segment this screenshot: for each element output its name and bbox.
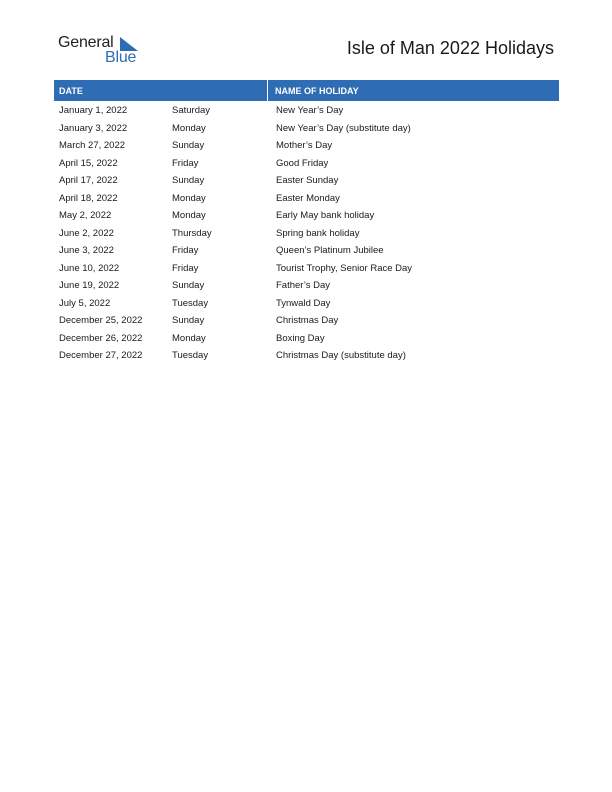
row-holiday-name: Father’s Day [276, 280, 331, 292]
row-date: December 27, 2022 [59, 350, 143, 362]
row-day: Sunday [172, 315, 205, 327]
table-row [54, 190, 559, 208]
row-holiday-name: New Year’s Day (substitute day) [276, 122, 411, 134]
row-holiday-name: Mother’s Day [276, 140, 333, 152]
row-day: Monday [172, 332, 206, 344]
row-date: April 15, 2022 [59, 157, 118, 169]
row-date: June 3, 2022 [59, 245, 114, 257]
logo-general-text: General [58, 34, 114, 51]
row-day: Thursday [172, 227, 212, 239]
row-holiday-name: Boxing Day [276, 332, 325, 344]
table-row [54, 277, 559, 295]
row-date: June 2, 2022 [59, 227, 114, 239]
row-day: Monday [172, 122, 206, 134]
row-holiday-name: Tourist Trophy, Senior Race Day [276, 262, 413, 274]
row-holiday-name: Christmas Day (substitute day) [276, 350, 406, 362]
row-holiday-name: Queen’s Platinum Jubilee [276, 245, 384, 257]
table-row [54, 347, 559, 365]
table-header [54, 80, 559, 101]
page-title: Isle of Man 2022 Holidays [346, 38, 554, 58]
generalblue-logo [58, 34, 148, 68]
table-row [54, 172, 559, 190]
table-body [54, 102, 559, 365]
row-date: April 18, 2022 [59, 192, 118, 204]
row-date: June 10, 2022 [59, 262, 120, 274]
row-date: December 26, 2022 [59, 332, 143, 344]
row-holiday-name: Early May bank holiday [276, 210, 375, 222]
row-day: Saturday [172, 105, 211, 117]
row-date: December 25, 2022 [59, 315, 143, 327]
table-row [54, 102, 559, 120]
logo-blue-text: Blue [105, 49, 137, 66]
table-row [54, 260, 559, 278]
row-date: January 1, 2022 [59, 105, 128, 117]
table-row [54, 242, 559, 260]
row-day: Monday [172, 210, 206, 222]
header-date: DATE [54, 80, 268, 101]
row-date: June 19, 2022 [59, 280, 120, 292]
row-day: Sunday [172, 280, 205, 292]
row-day: Sunday [172, 140, 205, 152]
table-row [54, 312, 559, 330]
row-day: Tuesday [172, 297, 209, 309]
row-day: Friday [172, 262, 199, 274]
table-row [54, 155, 559, 173]
row-day: Friday [172, 245, 199, 257]
header-holiday-name: NAME OF HOLIDAY [275, 85, 359, 96]
row-holiday-name: Christmas Day [276, 315, 339, 327]
row-date: July 5, 2022 [59, 297, 111, 309]
row-date: April 17, 2022 [59, 175, 118, 187]
table-row [54, 120, 559, 138]
row-holiday-name: Easter Sunday [276, 175, 339, 187]
holiday-table [54, 80, 559, 365]
row-day: Tuesday [172, 350, 209, 362]
row-day: Monday [172, 192, 206, 204]
table-row [54, 330, 559, 348]
row-holiday-name: Good Friday [276, 157, 329, 169]
row-holiday-name: Spring bank holiday [276, 227, 360, 239]
row-holiday-name: Tynwald Day [276, 297, 331, 309]
row-day: Friday [172, 157, 199, 169]
table-row [54, 207, 559, 225]
table-row [54, 295, 559, 313]
row-date: May 2, 2022 [59, 210, 112, 222]
table-row [54, 225, 559, 243]
row-day: Sunday [172, 175, 205, 187]
row-holiday-name: New Year’s Day [276, 105, 344, 117]
row-date: January 3, 2022 [59, 122, 128, 134]
table-row [54, 137, 559, 155]
row-holiday-name: Easter Monday [276, 192, 340, 204]
row-date: March 27, 2022 [59, 140, 126, 152]
